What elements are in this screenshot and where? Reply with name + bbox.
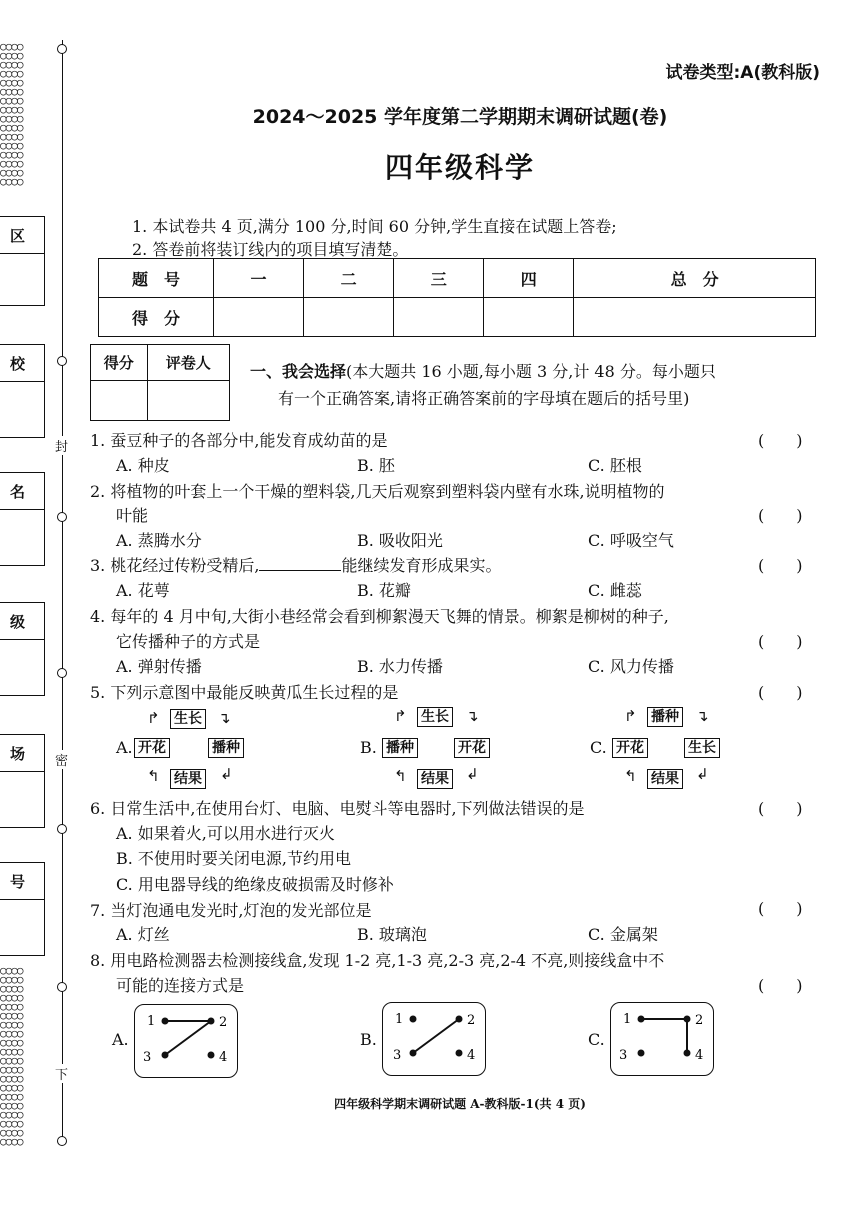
arrow-icon: ↱ bbox=[147, 709, 160, 727]
cycle-left: 开花 bbox=[134, 738, 170, 758]
score-row-label: 得 分 bbox=[99, 298, 214, 337]
answer-paren[interactable]: ( ) bbox=[758, 683, 803, 702]
score-cell[interactable] bbox=[304, 298, 394, 337]
terminal-label: 4 bbox=[695, 1048, 704, 1063]
question-3 bbox=[90, 553, 501, 576]
arrow-icon: ↱ bbox=[394, 707, 407, 725]
score-header: 四 bbox=[484, 259, 574, 298]
terminal-label: 2 bbox=[695, 1013, 704, 1028]
arrow-icon: ↲ bbox=[466, 765, 479, 783]
section-desc-2: 有一个正确答案,请将正确答案前的字母填在题后的括号里) bbox=[278, 389, 690, 408]
option-b: B. 花瓣 bbox=[357, 581, 411, 600]
seal-char: 封 bbox=[55, 436, 68, 455]
field-label: 场 bbox=[10, 745, 26, 763]
arrow-icon: ↴ bbox=[218, 709, 231, 727]
score-header: 二 bbox=[304, 259, 394, 298]
cycle-top: 生长 bbox=[417, 707, 453, 727]
field-label: 号 bbox=[10, 873, 26, 891]
grader-score-cell[interactable] bbox=[91, 381, 148, 421]
terminal-label: 2 bbox=[219, 1015, 228, 1030]
grader-score-label: 得分 bbox=[91, 345, 148, 381]
junction-box-b bbox=[382, 1002, 486, 1076]
binding-field-school[interactable] bbox=[0, 344, 45, 438]
score-header: 三 bbox=[394, 259, 484, 298]
section-title: 一、我会选择 bbox=[250, 362, 347, 381]
question-2: 2. 将植物的叶套上一个干燥的塑料袋,几天后观察到塑料袋内壁有水珠,说明植物的 bbox=[90, 482, 665, 501]
answer-paren[interactable]: ( ) bbox=[758, 556, 803, 575]
field-label: 名 bbox=[10, 483, 26, 501]
grader-table bbox=[90, 344, 230, 421]
option-b: B. 胚 bbox=[357, 456, 395, 475]
terminal-label: 2 bbox=[467, 1013, 476, 1028]
page-footer: 四年级科学期末调研试题 A-教科版-1(共 4 页) bbox=[334, 1097, 586, 1111]
arrow-icon: ↲ bbox=[696, 765, 709, 783]
binding-circle-icon bbox=[57, 982, 67, 992]
terminal-label: 1 bbox=[623, 1012, 632, 1027]
score-cell[interactable] bbox=[574, 298, 816, 337]
arrow-icon: ↰ bbox=[394, 767, 407, 785]
arrow-icon: ↰ bbox=[147, 767, 160, 785]
score-header: 题 号 bbox=[99, 259, 214, 298]
option-a: A. bbox=[116, 738, 133, 757]
arrow-icon: ↰ bbox=[624, 767, 637, 785]
terminal-label: 1 bbox=[147, 1014, 156, 1029]
binding-line bbox=[62, 40, 63, 1140]
grader-name-cell[interactable] bbox=[147, 381, 229, 421]
option-a: A. 种皮 bbox=[116, 456, 170, 475]
cycle-left: 开花 bbox=[612, 738, 648, 758]
option-a: A. 蒸腾水分 bbox=[116, 531, 202, 550]
score-cell[interactable] bbox=[484, 298, 574, 337]
binding-circle-icon bbox=[57, 1136, 67, 1146]
field-label: 级 bbox=[10, 613, 26, 631]
question-6: 6. 日常生活中,在使用台灯、电脑、电熨斗等电器时,下列做法错误的是 bbox=[90, 799, 585, 818]
binding-field-district[interactable] bbox=[0, 216, 45, 306]
seal-char: 密 bbox=[55, 750, 68, 769]
binding-circle-icon bbox=[57, 44, 67, 54]
option-c: C. 风力传播 bbox=[588, 657, 674, 676]
section-1-header bbox=[250, 358, 820, 412]
cycle-top: 生长 bbox=[170, 709, 206, 729]
instruction-2: 2. 答卷前将装订线内的项目填写清楚。 bbox=[132, 240, 409, 259]
score-cell[interactable] bbox=[214, 298, 304, 337]
answer-paren[interactable]: ( ) bbox=[758, 632, 803, 651]
question-4: 4. 每年的 4 月中旬,大街小巷经常会看到柳絮漫天飞舞的情景。柳絮是柳树的种子, bbox=[90, 607, 669, 626]
option-a: A. 如果着火,可以用水进行灭火 bbox=[116, 824, 335, 843]
binding-field-number[interactable] bbox=[0, 862, 45, 956]
field-label: 校 bbox=[10, 355, 26, 373]
circuit-diagram-a bbox=[135, 1005, 237, 1077]
answer-paren[interactable]: ( ) bbox=[758, 976, 803, 995]
option-c: C. bbox=[590, 738, 607, 757]
option-c: C. 雌蕊 bbox=[588, 581, 642, 600]
question-1: 1. 蚕豆种子的各部分中,能发育成幼苗的是 bbox=[90, 431, 388, 450]
exam-title: 2024～2025 学年度第二学期期末调研试题(卷) bbox=[252, 106, 668, 128]
arrow-icon: ↲ bbox=[220, 765, 233, 783]
cycle-bottom: 结果 bbox=[417, 769, 453, 789]
binding-circle-icon bbox=[57, 824, 67, 834]
seal-char: 下 bbox=[55, 1064, 68, 1083]
fill-blank[interactable] bbox=[259, 556, 341, 571]
binding-circle-icon bbox=[57, 668, 67, 678]
option-c: C. 呼吸空气 bbox=[588, 531, 674, 550]
circuit-diagram-c bbox=[611, 1003, 713, 1075]
option-c: C. 胚根 bbox=[588, 456, 642, 475]
score-header: 一 bbox=[214, 259, 304, 298]
terminal-label: 3 bbox=[143, 1050, 152, 1065]
answer-paren[interactable]: ( ) bbox=[758, 506, 803, 525]
cycle-left: 播种 bbox=[382, 738, 418, 758]
binding-field-room[interactable] bbox=[0, 734, 45, 828]
answer-paren[interactable]: ( ) bbox=[758, 899, 803, 918]
option-b: B. 水力传播 bbox=[357, 657, 443, 676]
score-header: 总 分 bbox=[574, 259, 816, 298]
question-2-cont: 叶能 bbox=[116, 506, 149, 525]
binding-circle-icon bbox=[57, 356, 67, 366]
option-a: A. 花萼 bbox=[116, 581, 170, 600]
binding-circle-icon bbox=[57, 512, 67, 522]
option-c: C. bbox=[588, 1030, 605, 1049]
question-8-cont: 可能的连接方式是 bbox=[116, 976, 245, 995]
option-b: B. 不使用时要关闭电源,节约用电 bbox=[116, 849, 352, 868]
option-a: A. 弹射传播 bbox=[116, 657, 202, 676]
question-3-stem: 3. 桃花经过传粉受精后, bbox=[90, 556, 260, 575]
cycle-top: 播种 bbox=[647, 707, 683, 727]
option-b: B. bbox=[360, 738, 377, 757]
option-c: C. 用电器导线的绝缘皮破损需及时修补 bbox=[116, 875, 394, 894]
cycle-bottom: 结果 bbox=[647, 769, 683, 789]
question-4-cont: 它传播种子的方式是 bbox=[116, 632, 261, 651]
terminal-label: 1 bbox=[395, 1012, 404, 1027]
arrow-icon: ↴ bbox=[466, 707, 479, 725]
terminal-label: 4 bbox=[219, 1050, 228, 1065]
answer-paren[interactable]: ( ) bbox=[758, 799, 803, 818]
subject-title: 四年级科学 bbox=[384, 151, 535, 184]
instruction-1: 1. 本试卷共 4 页,满分 100 分,时间 60 分钟,学生直接在试题上答卷; bbox=[132, 217, 617, 236]
question-5: 5. 下列示意图中最能反映黄瓜生长过程的是 bbox=[90, 683, 399, 702]
option-b: B. 玻璃泡 bbox=[357, 925, 427, 944]
option-a: A. bbox=[112, 1030, 129, 1049]
junction-box-a bbox=[134, 1004, 238, 1078]
option-b: B. 吸收阳光 bbox=[357, 531, 443, 550]
option-c: C. 金属架 bbox=[588, 925, 658, 944]
answer-paren[interactable]: ( ) bbox=[758, 431, 803, 450]
terminal-label: 3 bbox=[619, 1048, 628, 1063]
option-b: B. bbox=[360, 1030, 377, 1049]
cycle-right: 开花 bbox=[454, 738, 490, 758]
section-desc: (本大题共 16 小题,每小题 3 分,计 48 分。每小题只 bbox=[346, 362, 716, 381]
binding-field-name[interactable] bbox=[0, 472, 45, 566]
binding-holes-bottom: ○○○○ ○○○○ ○○○○ ○○○○ ○○○○ ○○○○ ○○○○ ○○○○ ○○○○ ○○○○ ○○○○ ○○○○ ○○○○ ○○○○ ○○○○ ○○○○ ○○○○ ○○○○ ○○○○ ○○○○ bbox=[0, 964, 23, 1148]
cycle-bottom: 结果 bbox=[170, 769, 206, 789]
field-label: 区 bbox=[10, 227, 26, 245]
terminal-label: 4 bbox=[467, 1048, 476, 1063]
circuit-diagram-b bbox=[383, 1003, 485, 1075]
question-8: 8. 用电路检测器去检测接线盒,发现 1-2 亮,1-3 亮,2-3 亮,2-4 不亮,则接线盒中不 bbox=[90, 951, 665, 970]
arrow-icon: ↱ bbox=[624, 707, 637, 725]
paper-type: 试卷类型:A(教科版) bbox=[665, 63, 820, 83]
binding-holes-top: ○○○○ ○○○○ ○○○○ ○○○○ ○○○○ ○○○○ ○○○○ ○○○○ ○○○○ ○○○○ ○○○○ ○○○○ ○○○○ ○○○○ ○○○○ ○○○○ bbox=[0, 40, 23, 188]
cycle-right: 播种 bbox=[208, 738, 244, 758]
binding-field-class[interactable] bbox=[0, 602, 45, 696]
score-table bbox=[98, 258, 816, 337]
question-3-stem-after: 能继续发育形成果实。 bbox=[341, 556, 502, 575]
score-cell[interactable] bbox=[394, 298, 484, 337]
option-a: A. 灯丝 bbox=[116, 925, 170, 944]
junction-box-c bbox=[610, 1002, 714, 1076]
arrow-icon: ↴ bbox=[696, 707, 709, 725]
cycle-right: 生长 bbox=[684, 738, 720, 758]
grader-name-label: 评卷人 bbox=[147, 345, 229, 381]
question-7: 7. 当灯泡通电发光时,灯泡的发光部位是 bbox=[90, 901, 372, 920]
terminal-label: 3 bbox=[393, 1048, 402, 1063]
